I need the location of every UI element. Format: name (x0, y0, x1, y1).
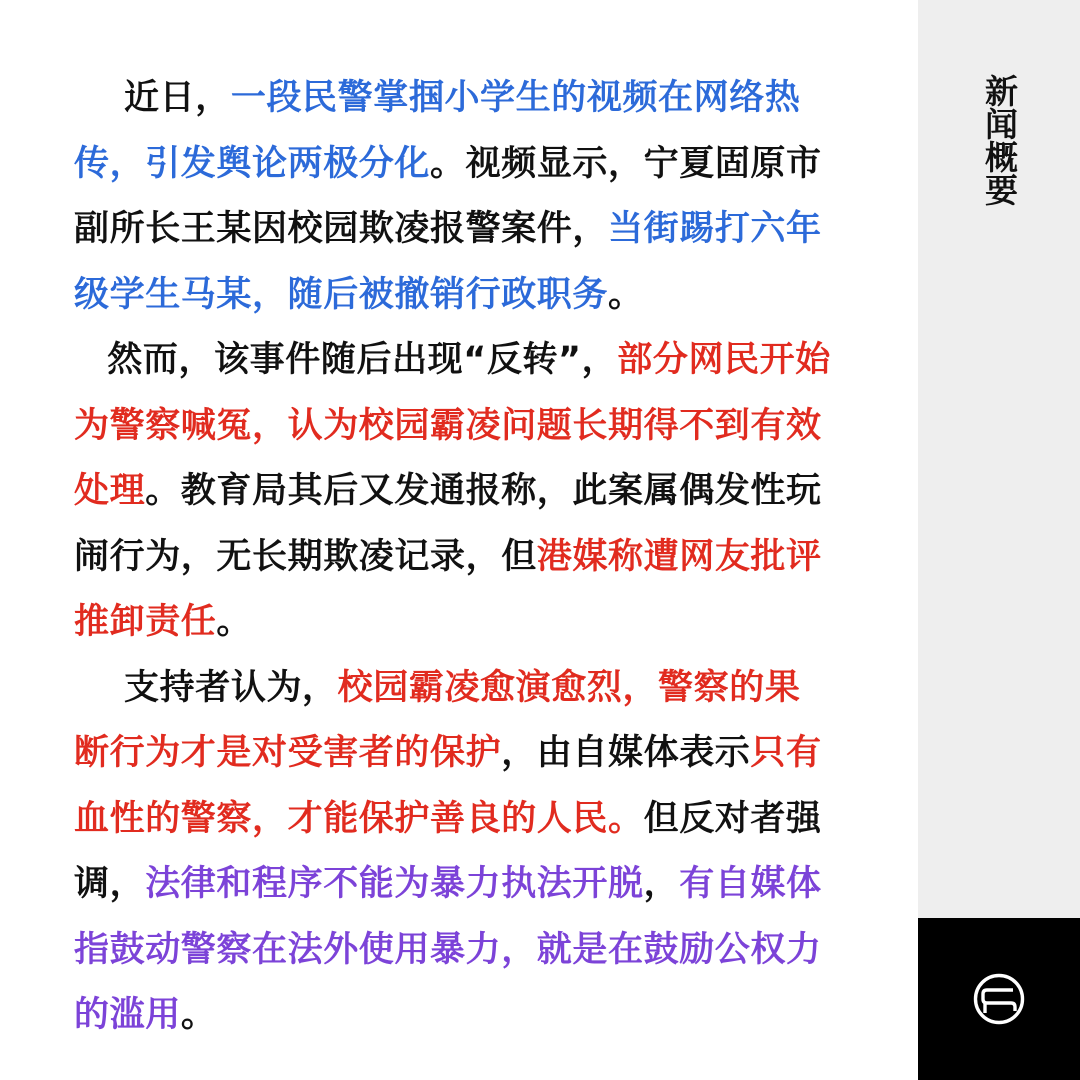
text-run: 然而，该事件随后出现“反转”， (107, 340, 618, 380)
sidebar-title-text: 新闻概要 (980, 74, 1019, 206)
highlight-red: 部分网民开始为警察喊冤，认为校园霸凌问题长期得不到有效处理 (74, 340, 831, 511)
text-run: 支持者认为， (124, 667, 338, 708)
text-run: ，由自媒体表示 (501, 733, 751, 773)
paragraph-2 (74, 328, 834, 656)
text-run: ， (643, 864, 680, 904)
text-run: 但反对者强调， (74, 798, 822, 904)
highlight-blue: 当街踢打六年级学生马某，随后被撤销行政职务 (74, 209, 822, 315)
text-run: 。 (608, 274, 644, 315)
circle-s-logo-icon (973, 973, 1025, 1025)
paragraph-3 (74, 656, 834, 1049)
text-run: 近日， (124, 78, 231, 118)
paragraph-1 (74, 66, 834, 328)
sidebar (918, 0, 1080, 918)
sidebar-title (918, 74, 1080, 206)
highlight-red: 校园霸凌愈演愈烈，警察的果断行为才是对受害者的保护 (74, 667, 801, 773)
highlight-blue: 一段民警掌掴小学生的视频在网络热传，引发舆论两极分化 (74, 78, 801, 184)
text-run: 。 (180, 995, 217, 1035)
text-run: 。教育局其后又发通报称，此案属偶发性玩闹行为，无长期欺凌记录，但 (74, 471, 822, 577)
logo-box (918, 918, 1080, 1080)
highlight-red: 港媒称遭网友批评推卸责任 (74, 536, 822, 642)
text-run: 。 (216, 602, 253, 642)
highlight-purple: 有自媒体指鼓动警察在法外使用暴力，就是在鼓励公权力的滥用 (74, 864, 822, 1035)
article-body (74, 66, 834, 1049)
highlight-purple: 法律和程序不能为暴力执法开脱 (145, 864, 644, 904)
text-run: 。视频显示，宁夏固原市副所长王某因校园欺凌报警案件， (74, 143, 822, 249)
highlight-red: 只有血性的警察，才能保护善良的人民。 (74, 733, 822, 839)
